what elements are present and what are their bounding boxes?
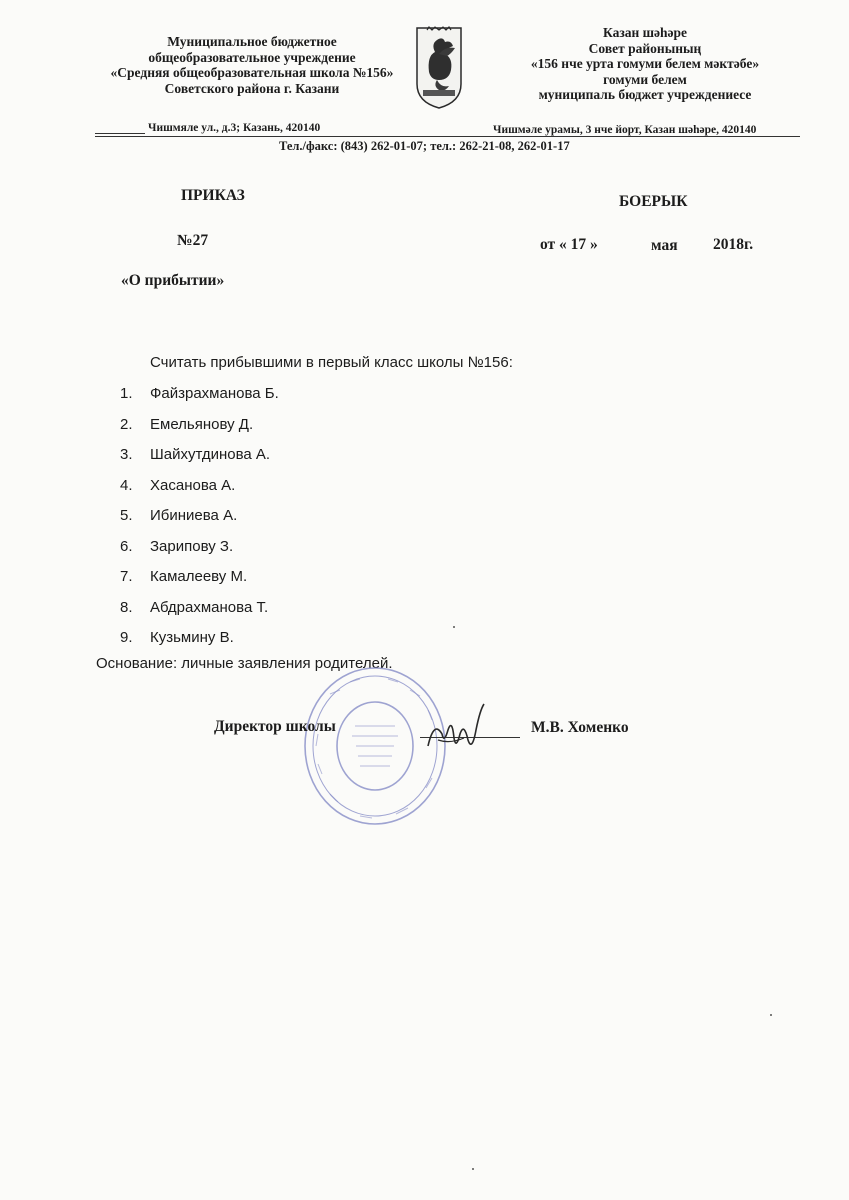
order-intro: Считать прибывшими в первый класс школы №156: (150, 354, 513, 371)
address-left: Чишмяле ул., д.3; Казань, 420140 (148, 122, 321, 134)
order-date-day: от « 17 » (540, 236, 598, 253)
list-item (120, 384, 279, 415)
student-name: Зарипову З. (150, 537, 234, 555)
list-item-number: 9. (120, 629, 133, 646)
order-basis: Основание: личные заявления родителей. (96, 655, 393, 672)
signature-position: Директор школы (214, 718, 336, 735)
list-item-number: 6. (120, 537, 133, 555)
student-list (120, 384, 279, 659)
list-item (120, 567, 279, 598)
scan-speck (453, 626, 455, 628)
student-name: Хасанова А. (150, 476, 236, 494)
header-right-block (480, 25, 810, 103)
student-name: Ибиниева А. (150, 507, 238, 524)
order-number: №27 (177, 232, 209, 249)
header-left-line: Советского района г. Казани (164, 80, 340, 96)
list-item (120, 506, 279, 537)
order-title-tt: БОЕРЫК (619, 193, 688, 210)
header-rule-left (95, 133, 145, 134)
header-right-line: «156 нче урта гомуми белем мәктәбе» (530, 56, 760, 71)
signature-name: М.В. Хоменко (531, 719, 629, 736)
order-title-ru: ПРИКАЗ (181, 187, 245, 204)
order-date-year: 2018г. (713, 236, 754, 253)
address-right: Чишмәле урамы, 3 нче йорт, Казан шәһәре, 420140 (493, 124, 757, 136)
header-divider (95, 136, 800, 137)
header-left-line: Муниципальное бюджетное (167, 34, 337, 49)
list-item (120, 415, 279, 446)
list-item-number: 2. (120, 415, 133, 433)
list-item-number: 8. (120, 598, 133, 616)
student-name: Камалееву М. (150, 568, 248, 585)
list-item-number: 7. (120, 568, 133, 585)
header-right-line: муниципаль бюджет учреждениесе (538, 87, 752, 102)
header-left-block (92, 34, 412, 96)
phone-line: Тел./факс: (843) 262-01-07; тел.: 262-21-08, 262-01-17 (279, 139, 570, 153)
student-name: Кузьмину В. (150, 629, 234, 646)
list-item (120, 445, 279, 476)
student-name: Шайхутдинова А. (150, 446, 271, 463)
order-date-month: мая (651, 237, 678, 254)
list-item-number: 1. (120, 385, 133, 402)
header-right-line: Совет районының (588, 40, 702, 56)
header-left-line: общеобразовательное учреждение (148, 49, 356, 65)
list-item-number: 4. (120, 476, 133, 494)
scan-speck (770, 1014, 772, 1016)
kazan-coat-of-arms-icon (413, 26, 465, 110)
list-item-number: 5. (120, 507, 133, 524)
list-item-number: 3. (120, 446, 133, 463)
student-name: Абдрахманова Т. (150, 598, 269, 616)
list-item (120, 628, 279, 659)
header-right-line: гомуми белем (603, 71, 687, 87)
header-right-line: Казан шәһәре (602, 25, 688, 40)
scan-speck (472, 1168, 474, 1170)
order-subject: «О прибытии» (121, 272, 225, 289)
director-signature (420, 700, 490, 760)
student-name: Емельянову Д. (150, 415, 254, 433)
header-left-line: «Средняя общеобразовательная школа №156» (110, 65, 394, 80)
list-item (120, 476, 279, 507)
student-name: Файзрахманова Б. (150, 385, 279, 402)
list-item (120, 537, 279, 568)
list-item (120, 598, 279, 629)
